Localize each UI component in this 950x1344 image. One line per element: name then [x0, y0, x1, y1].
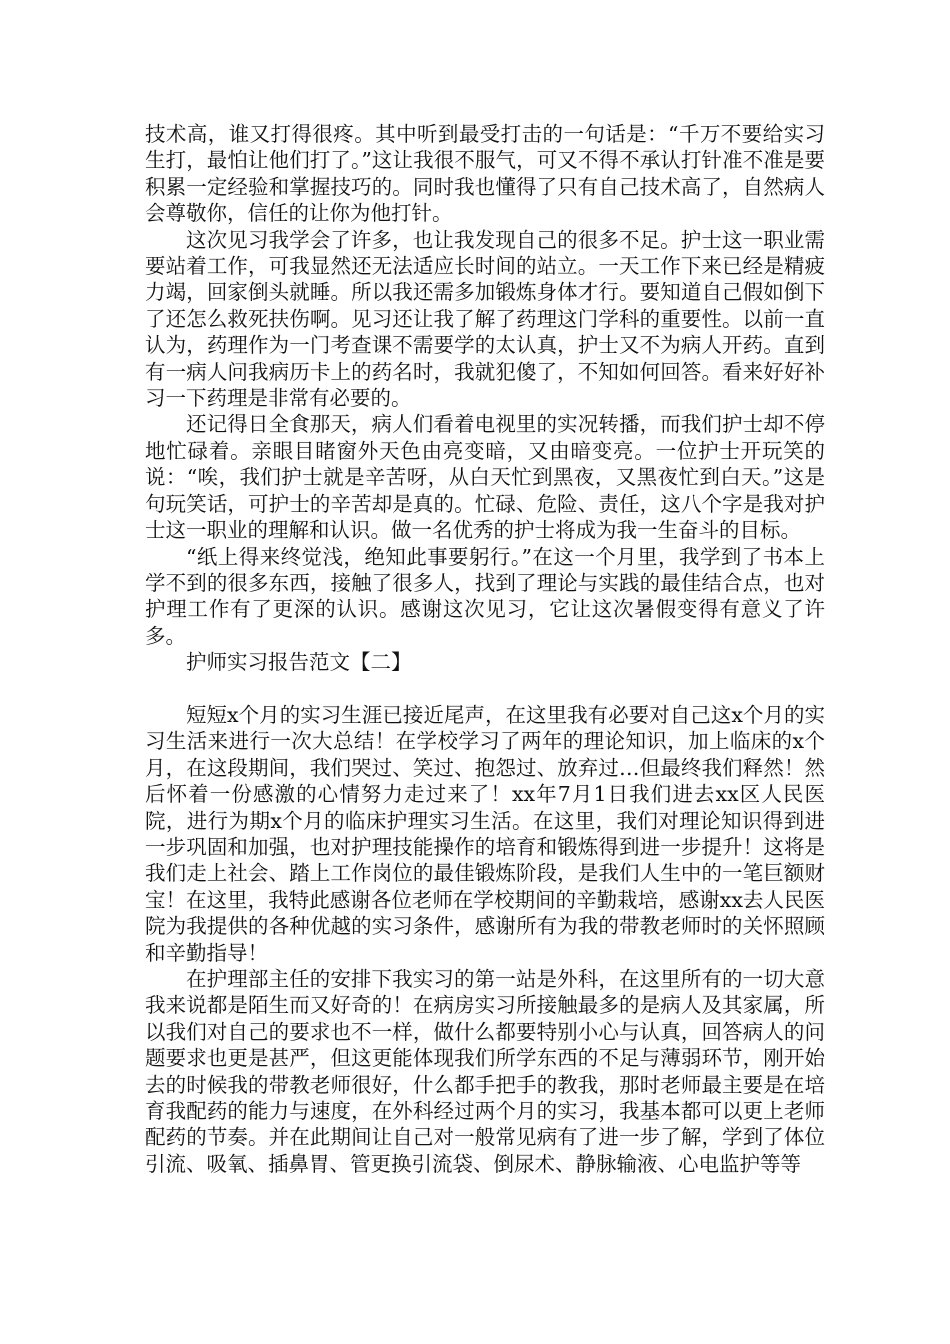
paragraph-summary: 短短x个月的实习生涯已接近尾声，在这里我有必要对自己这x个月的实习生活来进行一次大总结！在学校学习了两年的理论知识，加上临床的x个月，在这段期间，我们哭过、笑过、抱怨过、放弃过…但最终我们释然！然后怀着一份感激的心情努力走过来了！xx年7月1日我们进去xx区人民医院，进行为期x个月的临床护理实习生活。在这里，我们对理论知识得到进一步巩固和加强，也对护理技能操作的培育和锻炼得到进一步提升！这将是我们走上社会、踏上工作岗位的最佳锻炼阶段，是我们人生中的一笔巨额财宝！在这里，我特此感谢各位老师在学校期间的辛勤栽培，感谢xx去人民医院为我提供的各种优越的实习条件，感谢所有为我的带教老师时的关怀照顾和辛勤指导！ [145, 702, 825, 965]
paragraph-shortcomings: 这次见习我学会了许多，也让我发现自己的很多不足。护士这一职业需要站着工作，可我显然还无法适应长时间的站立。一天工作下来已经是精疲力竭，回家倒头就睡。所以我还需多加锻炼身体才行。要知道自己假如倒下了还怎么救死扶伤啊。见习还让我了解了药理这门学科的重要性。以前一直认为，药理作为一门考查课不需要学的太认真，护士又不为病人开药。直到有一病人问我病历卡上的药名时，我就犯傻了，不知如何回答。看来好好补习一下药理是非常有必要的。 [145, 227, 825, 411]
section-heading: 护师实习报告范文【二】 [186, 650, 412, 675]
document-page [145, 121, 825, 1177]
paragraph-surgery: 在护理部主任的安排下我实习的第一站是外科，在这里所有的一切大意我来说都是陌生而又好奇的！在病房实习所接触最多的是病人及其家属，所以我们对自己的要求也不一样，做什么都要特别小心与认真，回答病人的问题要求也更是甚严，但这更能体现我们所学东西的不足与薄弱环节，刚开始去的时候我的带教老师很好，什么都手把手的教我，那时老师最主要是在培育我配药的能力与速度，在外科经过两个月的实习，我基本都可以更上老师配药的节奏。并在此期间让自己对一般常见病有了进一步了解，学到了体位引流、吸氧、插鼻胃、管更换引流袋、倒尿术、静脉输液、心电监护等等 [145, 966, 825, 1176]
paragraph-continued: 技术高，谁又打得很疼。其中听到最受打击的一句话是：“千万不要给实习生打，最怕让他们打了。”这让我很不服气，可又不得不承认打针准不准是要积累一定经验和掌握技巧的。同时我也懂得了只有自己技术高了，自然病人会尊敬你，信任的让你为他打针。 [145, 122, 825, 226]
paragraph-conclusion: “纸上得来终觉浅，绝知此事要躬行。”在这一个月里，我学到了书本上学不到的很多东西，接触了很多人，找到了理论与实践的最佳结合点，也对护理工作有了更深的认识。感谢这次见习，它让这次暑假变得有意义了许多。 [145, 544, 825, 648]
blank-line [145, 676, 825, 702]
paragraph-eclipse: 还记得日全食那天，病人们看着电视里的实况转播，而我们护士却不停地忙碌着。亲眼目睹窗外天色由亮变暗，又由暗变亮。一位护士开玩笑的说：“唉，我们护士就是辛苦呀，从白天忙到黑夜，又黑夜忙到白天。”这是句玩笑话，可护士的辛苦却是真的。忙碌、危险、责任，这八个字是我对护士这一职业的理解和认识。做一名优秀的护士将成为我一生奋斗的目标。 [145, 412, 825, 543]
